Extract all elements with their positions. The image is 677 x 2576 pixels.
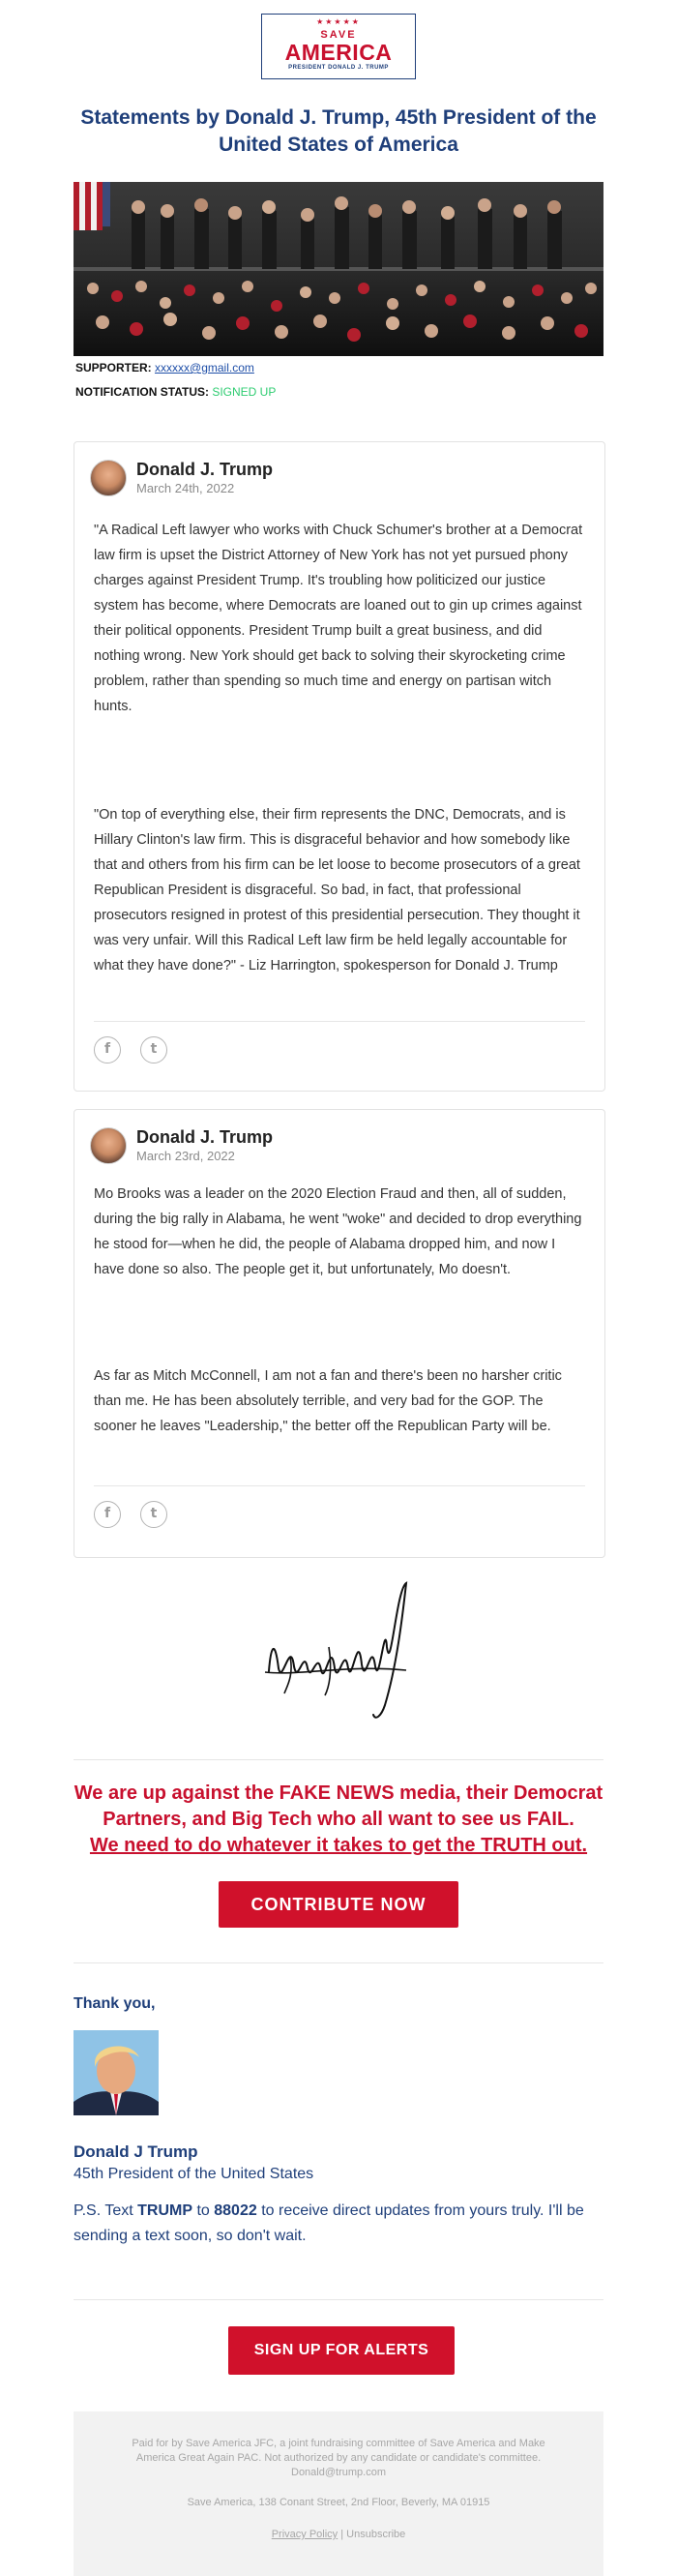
- notification-status-label: NOTIFICATION STATUS:: [75, 385, 209, 399]
- privacy-policy-link[interactable]: Privacy Policy: [271, 2529, 338, 2540]
- section-divider: [74, 1962, 603, 1963]
- statement-paragraph: As far as Mitch McConnell, I am not a fan and there's been no harsher critic than me. He has been absolutely terrible, and very bad for the GOP. The sooner he leaves "Leadership," the better off the Republican Party will be.: [94, 1368, 562, 1434]
- signer-name: Donald J Trump: [74, 2142, 198, 2161]
- statement-date: March 23rd, 2022: [136, 1149, 235, 1163]
- rally-crowd-illustration: [74, 182, 603, 356]
- notification-status-row: [75, 385, 276, 399]
- alert-line: We are up against the FAKE NEWS media, their Democrat Partners, and Big Tech who all want to see us FAIL.: [74, 1782, 603, 1830]
- notification-status-value: SIGNED UP: [212, 385, 277, 399]
- logo-subtitle: PRESIDENT DONALD J. TRUMP: [288, 65, 389, 71]
- statement-card: [74, 1109, 605, 1558]
- twitter-share-icon[interactable]: t: [140, 1501, 167, 1528]
- ps-text: [74, 2199, 615, 2249]
- statement-paragraph: Mo Brooks was a leader on the 2020 Election Fraud and then, all of sudden, during the big rally in Alabama, he went "woke" and decided to drop everything he stood for—when he did, the people of Alabama dropped him, and now I have done so also. The people get it, but unfortunately, Mo doesn't.: [94, 1186, 582, 1277]
- alert-underlined-line: We need to do whatever it takes to get the TRUTH out.: [89, 1835, 588, 1856]
- thank-you-text: Thank you,: [74, 1995, 156, 2012]
- contribute-now-button[interactable]: CONTRIBUTE NOW: [219, 1881, 458, 1928]
- supporter-email-link[interactable]: xxxxxx@gmail.com: [155, 361, 254, 374]
- handwritten-signature: [261, 1579, 416, 1724]
- statement-paragraph: "On top of everything else, their firm represents the DNC, Democrats, and is Hillary Clinton's law firm. This is disgraceful behavior and how somebody like that and others from his firm can be let loose to become prosecutors of a great Republican President is disgraceful. So bad, in fact, that professional prosecutors resigned in protest of this presidential persecution. They thought it was very unfair. Will this Radical Left law firm be held legally accountable for what they have done?" - Liz Harrington, spokesperson for Donald J. Trump: [94, 807, 580, 973]
- logo-save-text: SAVE: [320, 29, 357, 41]
- ps-keyword: TRUMP: [137, 2202, 193, 2219]
- ps-suffix: to receive direct updates from yours truly. I'll be sending a text soon, so don't wait.: [74, 2202, 584, 2244]
- supporter-label: SUPPORTER:: [75, 361, 152, 374]
- facebook-share-icon[interactable]: f: [94, 1501, 121, 1528]
- sign-up-for-alerts-button[interactable]: SIGN UP FOR ALERTS: [228, 2326, 455, 2375]
- mailing-address: Save America, 138 Conant Street, 2nd Floor, Beverly, MA 01915: [187, 2497, 490, 2508]
- save-america-logo[interactable]: [261, 14, 416, 79]
- section-divider: [74, 2299, 603, 2300]
- portrait-illustration: [74, 2030, 159, 2115]
- trump-portrait: [74, 2030, 159, 2115]
- signer-role: 45th President of the United States: [74, 2166, 314, 2182]
- author-name: Donald J. Trump: [136, 1127, 274, 1147]
- ps-mid: to: [192, 2202, 215, 2219]
- page-title: Statements by Donald J. Trump, 45th President of the United States of America: [80, 106, 597, 156]
- card-divider: [94, 1021, 585, 1022]
- rally-hero-image: [74, 182, 603, 356]
- author-avatar: [90, 460, 127, 496]
- footer-separator: |: [338, 2529, 347, 2540]
- unsubscribe-link[interactable]: Unsubscribe: [346, 2529, 406, 2540]
- fake-news-alert: [58, 1781, 619, 1859]
- statement-date: March 24th, 2022: [136, 481, 235, 495]
- card-divider: [94, 1485, 585, 1486]
- footer: [74, 2411, 603, 2576]
- statement-paragraph: "A Radical Left lawyer who works with Chuck Schumer's brother at a Democrat law firm is upset the District Attorney of New York has not yet pursued phony charges against President Trump. It's troubling how politicized our justice system has become, where Democrats are loaned out to gin up crimes against their political opponents. President Trump built a great business, and did nothing wrong. New York should get back to solving their skyrocketing crime problem, rather than spending so much time and energy on partisan witch hunts.: [94, 523, 583, 714]
- facebook-share-icon[interactable]: f: [94, 1036, 121, 1063]
- ps-number: 88022: [214, 2202, 257, 2219]
- section-divider: [74, 1759, 603, 1760]
- ps-prefix: P.S. Text: [74, 2202, 138, 2219]
- statement-card: [74, 441, 605, 1092]
- author-name: Donald J. Trump: [136, 460, 274, 479]
- logo-america-text: AMERICA: [284, 40, 393, 65]
- paid-for-disclaimer: Paid for by Save America JFC, a joint fundraising committee of Save America and Make America Great Again PAC. Not authorized by any candidate or candidate's committee. Donald@trump.com: [132, 2438, 545, 2478]
- footer-links: [112, 2528, 565, 2542]
- twitter-share-icon[interactable]: t: [140, 1036, 167, 1063]
- logo-stars: ★★★★★: [316, 17, 361, 26]
- author-avatar: [90, 1127, 127, 1164]
- supporter-row: [75, 361, 254, 374]
